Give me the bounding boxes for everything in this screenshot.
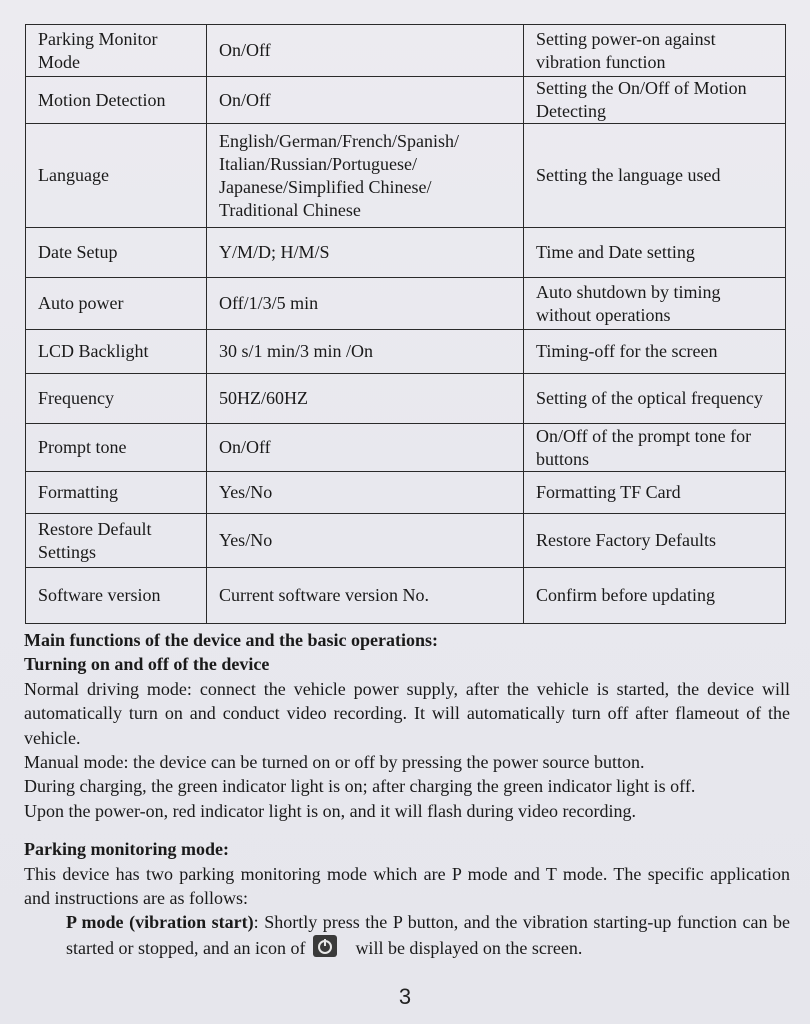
menu-item-cell: Prompt tone xyxy=(26,424,207,472)
table-row xyxy=(26,77,786,124)
menu-item-cell: Motion Detection xyxy=(26,77,207,124)
heading-parking-mode: Parking monitoring mode: xyxy=(24,839,229,860)
menu-item-cell: Language xyxy=(26,124,207,228)
settings-table xyxy=(25,24,786,624)
table-row xyxy=(26,278,786,330)
options-cell: English/German/French/Spanish/ Italian/Russian/Portuguese/ Japanese/Simplified Chinese/ Traditional Chinese xyxy=(207,124,524,228)
description-cell: Restore Factory Defaults xyxy=(524,514,786,568)
table-row xyxy=(26,228,786,278)
menu-item-cell: Date Setup xyxy=(26,228,207,278)
p-mode-text-end: will be displayed on the screen. xyxy=(355,937,583,958)
paragraph-normal-mode: Normal driving mode: connect the vehicle power supply, after the vehicle is started, the device will automatically turn on and conduct video recording. It will automatically turn off after flameout of the vehicle. xyxy=(24,678,790,748)
paragraph-charging: During charging, the green indicator light is on; after charging the green indicator light is off. xyxy=(24,776,696,797)
table-row xyxy=(26,514,786,568)
menu-item-cell: Formatting xyxy=(26,472,207,514)
description-cell: On/Off of the prompt tone for buttons xyxy=(524,424,786,472)
table-row xyxy=(26,568,786,624)
paragraph-p-mode xyxy=(24,910,790,960)
menu-item-cell: Auto power xyxy=(26,278,207,330)
options-cell: Yes/No xyxy=(207,514,524,568)
description-cell: Setting of the optical frequency xyxy=(524,374,786,424)
options-cell: Y/M/D; H/M/S xyxy=(207,228,524,278)
table-row xyxy=(26,374,786,424)
p-mode-label: P mode (vibration start) xyxy=(66,912,254,933)
paragraph-power-on: Upon the power-on, red indicator light is on, and it will flash during video recording. xyxy=(24,800,637,821)
options-cell: On/Off xyxy=(207,77,524,124)
body-text xyxy=(24,628,790,960)
options-cell: Current software version No. xyxy=(207,568,524,624)
description-cell: Confirm before updating xyxy=(524,568,786,624)
table-row xyxy=(26,472,786,514)
paragraph-manual-mode: Manual mode: the device can be turned on or off by pressing the power source button. xyxy=(24,752,645,773)
description-cell: Time and Date setting xyxy=(524,228,786,278)
description-cell: Formatting TF Card xyxy=(524,472,786,514)
options-cell: On/Off xyxy=(207,424,524,472)
power-mode-icon xyxy=(313,935,337,957)
description-cell: Setting power-on against vibration function xyxy=(524,25,786,77)
page-number: 3 xyxy=(398,984,412,1009)
heading-turning-on-off: Turning on and off of the device xyxy=(24,654,270,675)
options-cell: 50HZ/60HZ xyxy=(207,374,524,424)
menu-item-cell: Restore Default Settings xyxy=(26,514,207,568)
options-cell: On/Off xyxy=(207,25,524,77)
description-cell: Timing-off for the screen xyxy=(524,330,786,374)
menu-item-cell: LCD Backlight xyxy=(26,330,207,374)
menu-item-cell: Frequency xyxy=(26,374,207,424)
heading-main-functions: Main functions of the device and the basic operations: xyxy=(24,630,438,650)
options-cell: Off/1/3/5 min xyxy=(207,278,524,330)
table-row xyxy=(26,330,786,374)
menu-item-cell: Parking Monitor Mode xyxy=(26,25,207,77)
table-row xyxy=(26,124,786,228)
options-cell: 30 s/1 min/3 min /On xyxy=(207,330,524,374)
table-row xyxy=(26,25,786,77)
p-mode-text: : Shortly press the P button, and the vibration starting-up function can be started or stopped, and an icon of xyxy=(66,912,790,958)
description-cell: Auto shutdown by timing without operations xyxy=(524,278,786,330)
table-row xyxy=(26,424,786,472)
description-cell: Setting the language used xyxy=(524,124,786,228)
description-cell: Setting the On/Off of Motion Detecting xyxy=(524,77,786,124)
options-cell: Yes/No xyxy=(207,472,524,514)
menu-item-cell: Software version xyxy=(26,568,207,624)
paragraph-parking-mode: This device has two parking monitoring mode which are P mode and T mode. The specific application and instructions are as follows: xyxy=(24,863,790,909)
